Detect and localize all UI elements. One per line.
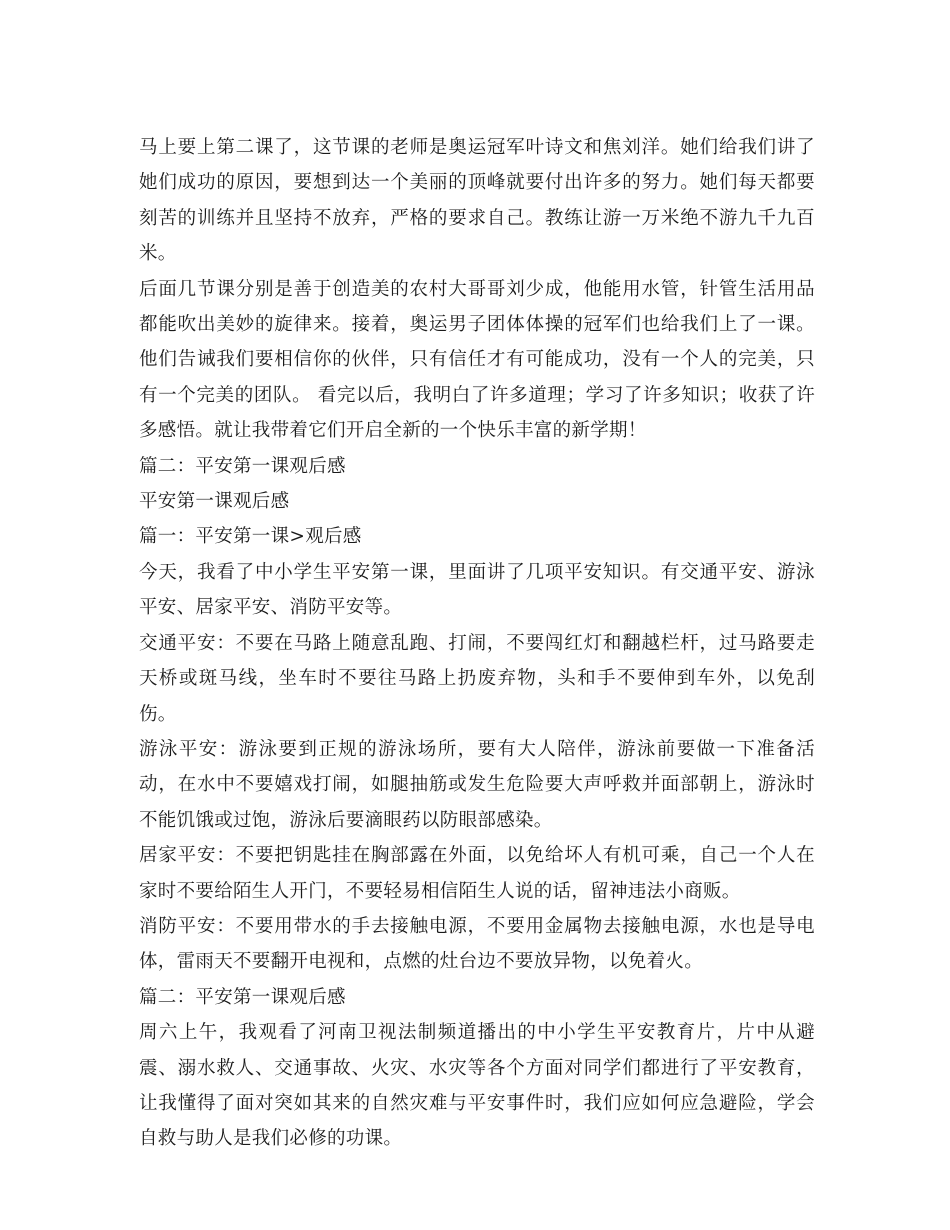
paragraph-later-lessons: 后面几节课分别是善于创造美的农村大哥哥刘少成，他能用水管，针管生活用品都能吹出美妙的旋律来。接着，奥运男子团体体操的冠军们也给我们上了一课。他们告诫我们要相信你的伙伴，只有信任才有可能成功，没有一个人的完美，只有一个完美的团队。 看完以后，我明白了许多道理；学习了许多知识；收获了许多感悟。就让我带着它们开启全新的一个快乐丰富的新学期！ bbox=[139, 278, 815, 442]
section-heading: 篇一：平安第一课>观后感 bbox=[139, 526, 362, 548]
paragraph-second-lesson: 马上要上第二课了，这节课的老师是奥运冠军叶诗文和焦刘洋。她们给我们讲了她们成功的原因，要想到达一个美丽的顶峰就要付出许多的努力。她们每天都要刻苦的训练并且坚持不放弃，严格的要求自己。教练让游一万米绝不游九千九百米。 bbox=[139, 137, 815, 265]
section-heading: 篇二：平安第一课观后感 bbox=[139, 455, 346, 477]
section-heading: 篇二：平安第一课观后感 bbox=[139, 986, 346, 1008]
document-body bbox=[139, 130, 815, 1157]
paragraph-traffic-safety: 交通平安：不要在马路上随意乱跑、打闹，不要闯红灯和翻越栏杆，过马路要走天桥或斑马线，坐车时不要往马路上扔废弃物，头和手不要伸到车外，以免刮伤。 bbox=[139, 632, 815, 725]
article-title: 平安第一课观后感 bbox=[139, 491, 290, 513]
paragraph-fire-safety: 消防平安：不要用带水的手去接触电源，不要用金属物去接触电源，水也是导电体，雷雨天不要翻开电视和，点燃的灶台边不要放异物，以免着火。 bbox=[139, 915, 815, 973]
paragraph-swimming-safety: 游泳平安：游泳要到正规的游泳场所，要有大人陪伴，游泳前要做一下准备活动，在水中不要嬉戏打闹，如腿抽筋或发生危险要大声呼救并面部朝上，游泳时不能饥饿或过饱，游泳后要滴眼药以防眼部感染。 bbox=[139, 738, 815, 831]
paragraph-home-safety: 居家平安：不要把钥匙挂在胸部露在外面，以免给坏人有机可乘，自己一个人在家时不要给陌生人开门，不要轻易相信陌生人说的话，留神违法小商贩。 bbox=[139, 845, 815, 902]
paragraph-intro: 今天，我看了中小学生平安第一课，里面讲了几项平安知识。有交通平安、游泳平安、居家平安、消防平安等。 bbox=[139, 561, 815, 619]
paragraph-saturday-video: 周六上午，我观看了河南卫视法制频道播出的中小学生平安教育片，片中从避震、溺水救人、交通事故、火灾、水灾等各个方面对同学们都进行了平安教育，让我懂得了面对突如其来的自然灾难与平安事件时，我们应如何应急避险，学会自救与助人是我们必修的功课。 bbox=[139, 1022, 815, 1150]
